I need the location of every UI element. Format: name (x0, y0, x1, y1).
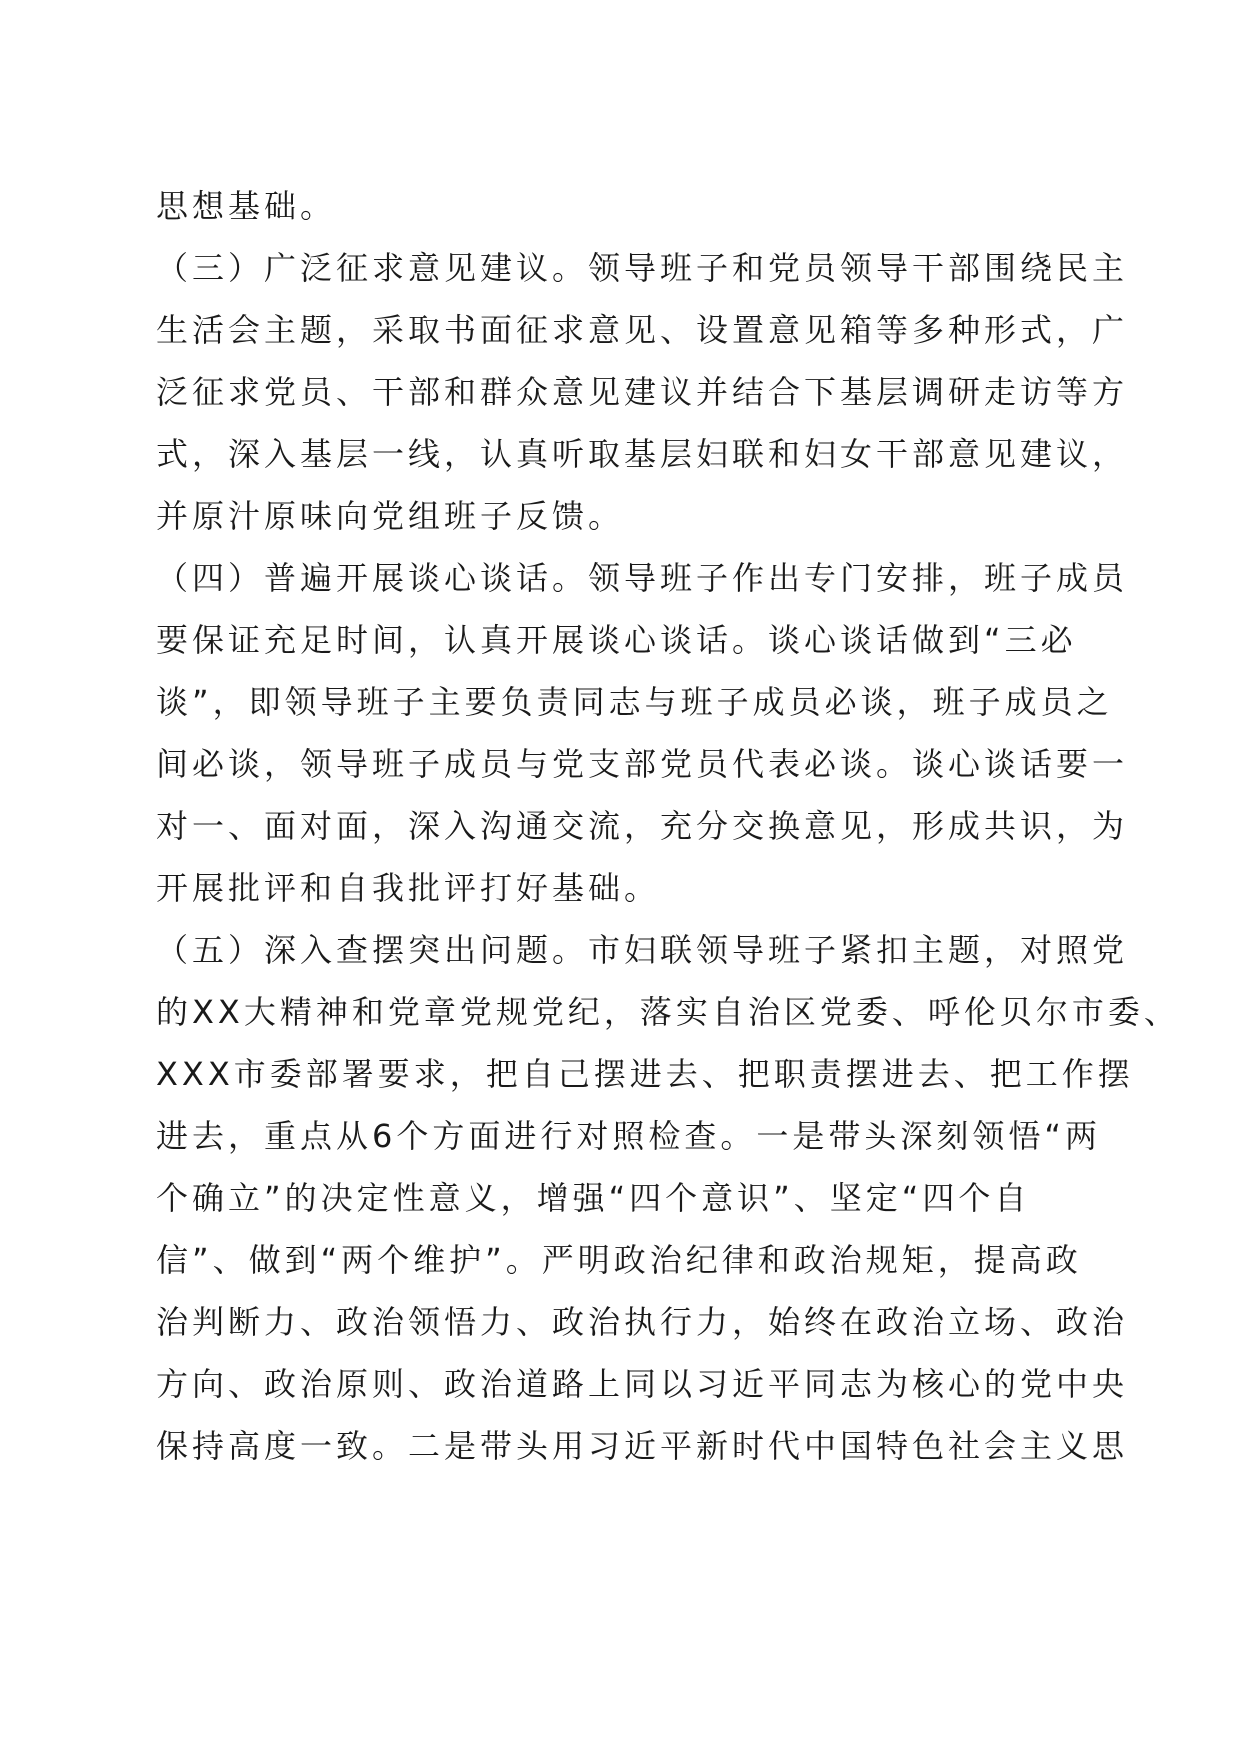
text-line: 要保证充足时间，认真开展谈心谈话。谈心谈话做到“三必 (156, 621, 1077, 659)
text-line: 开展批评和自我批评打好基础。 (156, 869, 661, 907)
text-line: 谈”，即领导班子主要负责同志与班子成员必谈，班子成员之 (156, 683, 1113, 721)
text-line: XXX市委部署要求，把自己摆进去、把职责摆进去、把工作摆 (156, 1055, 1134, 1093)
text-line: 方向、政治原则、政治道路上同以习近平同志为核心的党中央 (156, 1365, 1129, 1403)
text-line: 信”、做到“两个维护”。严明政治纪律和政治规矩，提高政 (156, 1241, 1082, 1279)
text-line: 思想基础。 (156, 187, 337, 225)
text-line: （四）普遍开展谈心谈话。领导班子作出专门安排，班子成员 (156, 559, 1129, 597)
text-line: 式，深入基层一线，认真听取基层妇联和妇女干部意见建议， (156, 435, 1129, 473)
text-line: 保持高度一致。二是带头用习近平新时代中国特色社会主义思 (156, 1427, 1129, 1465)
text-line: 进去，重点从6个方面进行对照检查。一是带头深刻领悟“两 (156, 1117, 1101, 1155)
text-line: 对一、面对面，深入沟通交流，充分交换意见，形成共识，为 (156, 807, 1129, 845)
text-line: 泛征求党员、干部和群众意见建议并结合下基层调研走访等方 (156, 373, 1129, 411)
text-line: 间必谈，领导班子成员与党支部党员代表必谈。谈心谈话要一 (156, 745, 1129, 783)
text-line: 的XX大精神和党章党规党纪，落实自治区党委、呼伦贝尔市委、 (156, 993, 1180, 1031)
text-line: （三）广泛征求意见建议。领导班子和党员领导干部围绕民主 (156, 249, 1129, 287)
text-line: 并原汁原味向党组班子反馈。 (156, 497, 625, 535)
text-line: 个确立”的决定性意义，增强“四个意识”、坚定“四个自 (156, 1179, 1031, 1217)
text-line: 生活会主题，采取书面征求意见、设置意见箱等多种形式，广 (156, 311, 1129, 349)
text-line: （五）深入查摆突出问题。市妇联领导班子紧扣主题，对照党 (156, 931, 1129, 969)
text-line: 治判断力、政治领悟力、政治执行力，始终在政治立场、政治 (156, 1303, 1129, 1341)
